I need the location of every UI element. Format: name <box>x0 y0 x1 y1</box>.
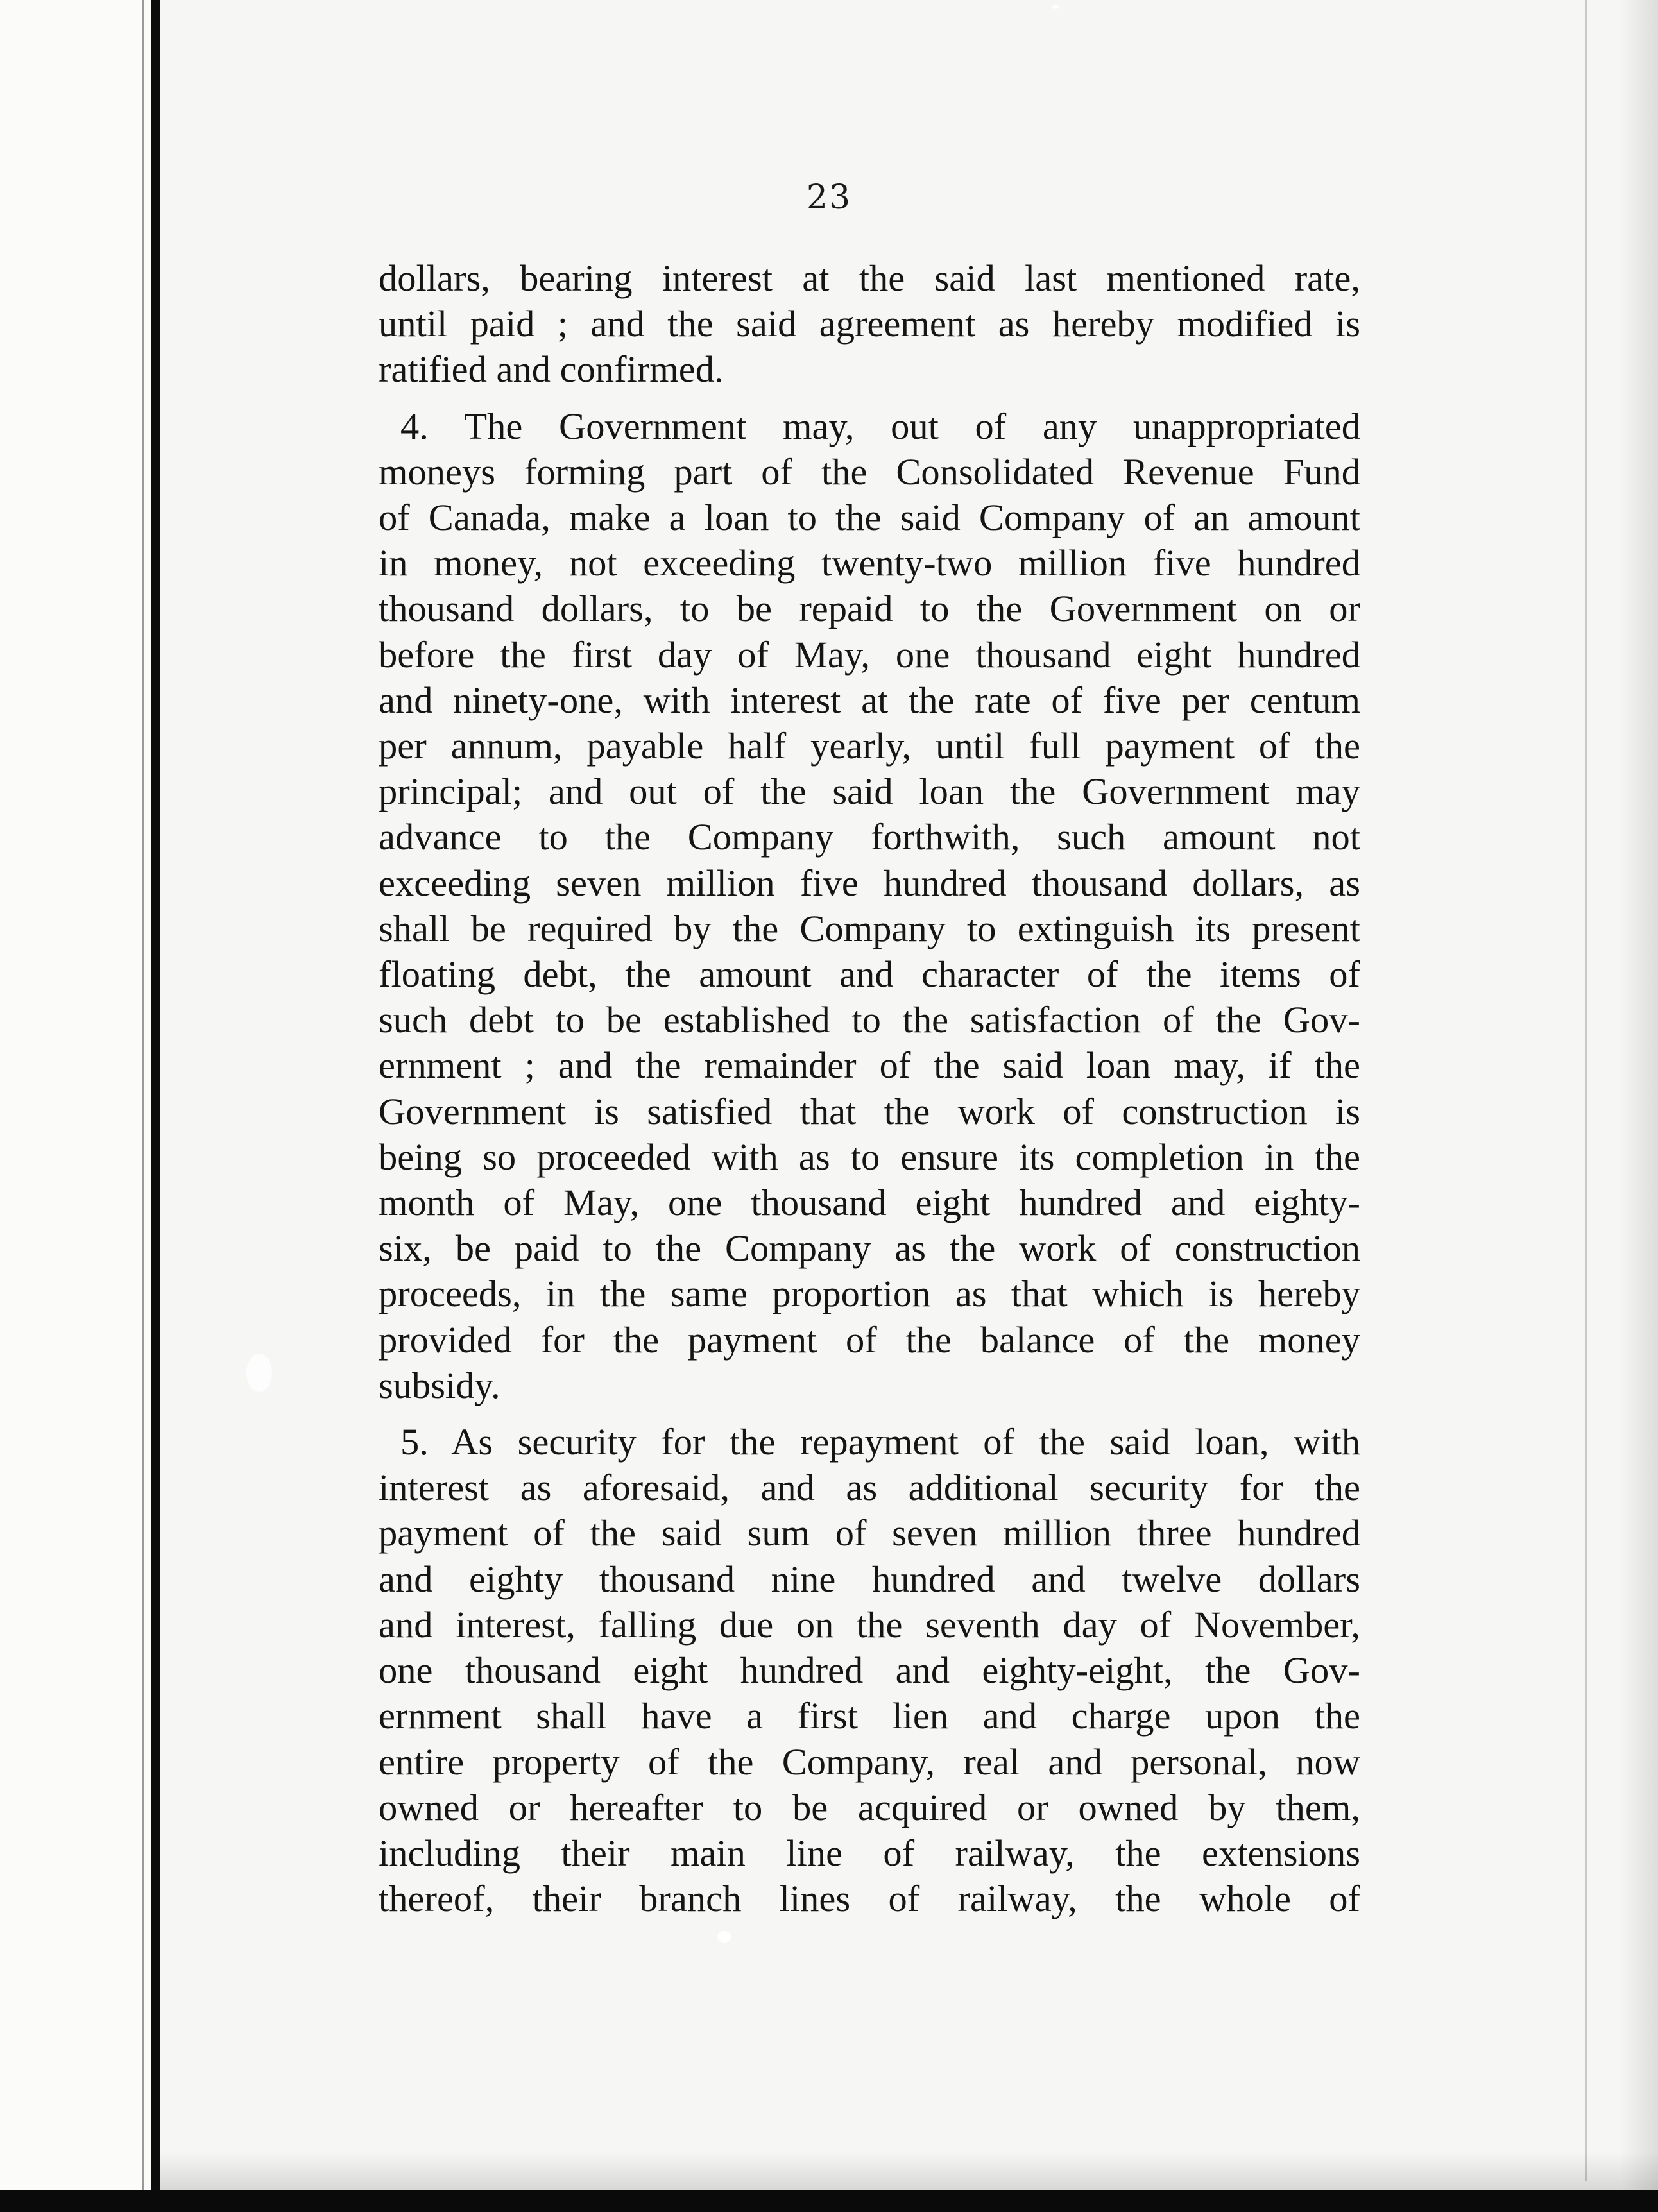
text-line: payment of the said sum of seven million three hundred <box>379 1512 1360 1554</box>
bottom-shadow <box>160 2152 1658 2190</box>
body-text <box>379 255 1360 1921</box>
text-line: subsidy. <box>379 1364 500 1406</box>
text-line: and eighty thousand nine hundred and twelve dollars <box>379 1558 1360 1600</box>
text-line: in money, not exceeding twenty-two million five hundred <box>379 542 1360 584</box>
scan-speck <box>246 1354 272 1392</box>
text-line: one thousand eight hundred and eighty-eight, the Gov- <box>379 1649 1360 1692</box>
text-line: interest as aforesaid, and as additional security for the <box>379 1467 1360 1509</box>
text-line: of Canada, make a loan to the said Company of an amount <box>379 497 1360 539</box>
text-line: including their main line of railway, the extensions <box>379 1832 1360 1874</box>
text-line: 5. As security for the repayment of the said loan, with <box>400 1421 1360 1463</box>
text-line: entire property of the Company, real and personal, now <box>379 1740 1360 1783</box>
text-line: moneys forming part of the Consolidated Revenue Fund <box>379 450 1360 493</box>
text-line: and interest, falling due on the seventh day of November, <box>379 1603 1360 1646</box>
paragraph <box>379 1419 1360 1921</box>
text-line: such debt to be established to the satisfaction of the Gov- <box>379 999 1360 1041</box>
text-line: being so proceeded with as to ensure its completion in the <box>379 1136 1360 1178</box>
text-line: principal; and out of the said loan the Government may <box>379 770 1360 813</box>
binding-edge <box>151 0 160 2212</box>
text-line: ernment ; and the remainder of the said loan may, if the <box>379 1044 1360 1087</box>
text-line: month of May, one thousand eight hundred and eighty- <box>379 1182 1360 1224</box>
text-line: exceeding seven million five hundred thousand dollars, as <box>379 862 1360 904</box>
text-line: shall be required by the Company to extinguish its present <box>379 907 1360 949</box>
text-line: thousand dollars, to be repaid to the Government on or <box>379 588 1360 630</box>
paragraph <box>379 255 1360 393</box>
text-line: six, be paid to the Company as the work of construction <box>379 1227 1360 1270</box>
text-line: advance to the Company forthwith, such amount not <box>379 816 1360 858</box>
scan-bottom-border <box>0 2190 1658 2212</box>
text-line: Government is satisfied that the work of construction is <box>379 1090 1360 1132</box>
text-line: per annum, payable half yearly, until full payment of the <box>379 725 1360 767</box>
text-line: before the first day of May, one thousand eight hundred <box>379 633 1360 676</box>
text-line: until paid ; and the said agreement as hereby modified is <box>379 303 1360 345</box>
binding-edge-thin <box>142 0 144 2212</box>
text-line: owned or hereafter to be acquired or owned by them, <box>379 1786 1360 1828</box>
paragraph <box>379 404 1360 1408</box>
text-line: dollars, bearing interest at the said last mentioned rate, <box>379 257 1360 299</box>
right-shadow <box>1620 0 1658 2212</box>
text-line: thereof, their branch lines of railway, the whole of <box>379 1878 1360 1920</box>
text-line: ratified and confirmed. <box>379 348 724 391</box>
right-page-edge <box>1585 0 1587 2181</box>
text-line: provided for the payment of the balance of the money <box>379 1318 1360 1361</box>
text-line: floating debt, the amount and character of the items of <box>379 953 1360 996</box>
scan-speck <box>1052 5 1059 9</box>
text-line: and ninety-one, with interest at the rate of five per centum <box>379 679 1360 721</box>
scan-speck <box>717 1931 731 1943</box>
text-line: ernment shall have a first lien and charge upon the <box>379 1695 1360 1737</box>
page-number: 23 <box>806 178 852 217</box>
text-line: proceeds, in the same proportion as that which is hereby <box>379 1273 1360 1315</box>
text-line: 4. The Government may, out of any unappropriated <box>400 405 1360 447</box>
left-margin <box>0 0 151 2212</box>
